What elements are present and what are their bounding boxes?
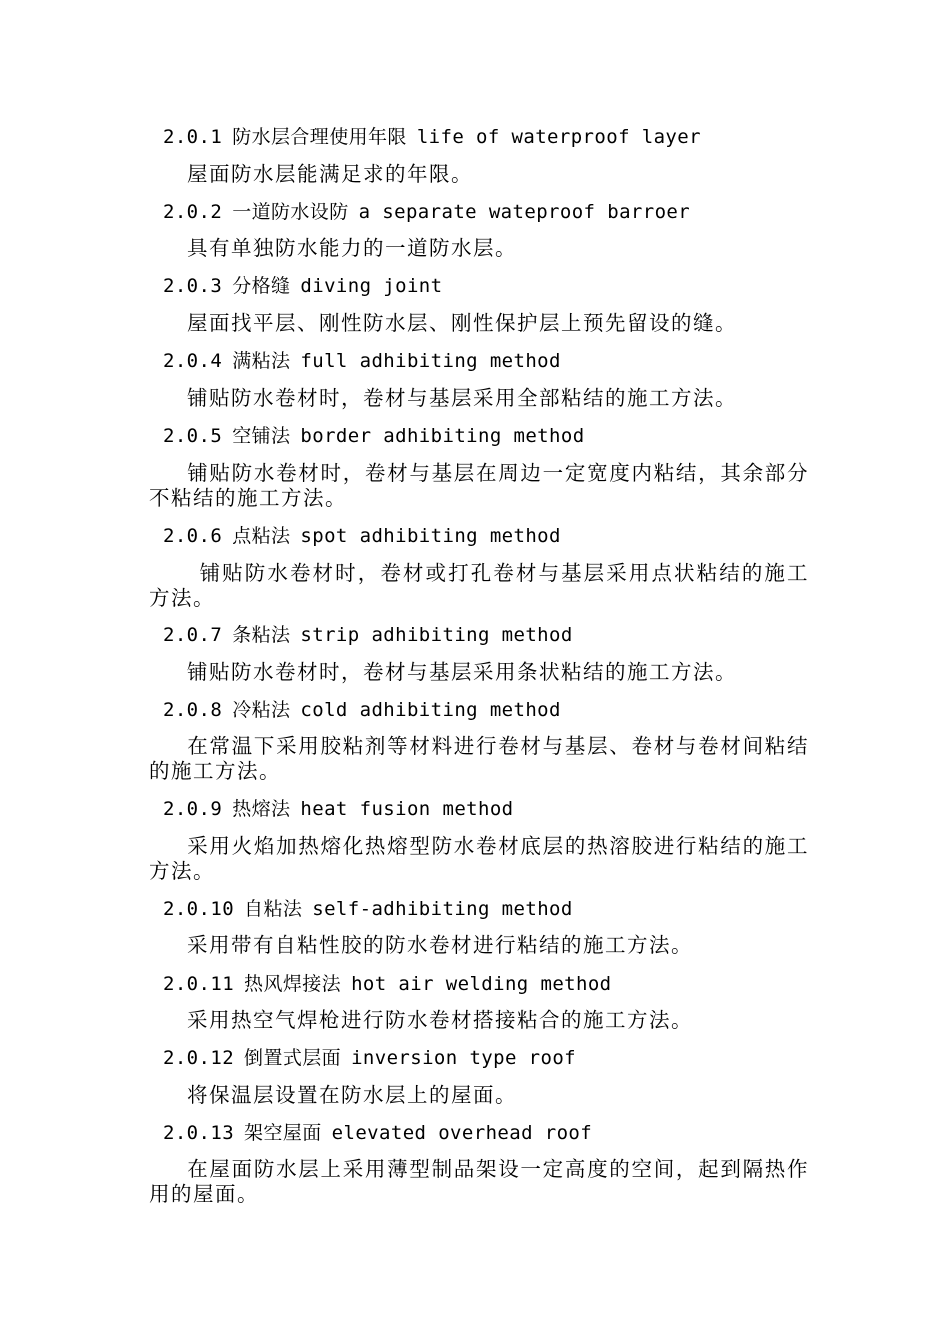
term-chinese: 自粘法: [244, 898, 303, 920]
term-number: 2.0.8: [163, 699, 223, 721]
term-chinese: 热风焊接法: [244, 973, 342, 995]
term-definition: 采用热空气焊枪进行防水卷材搭接粘合的施工方法。: [187, 1008, 693, 1032]
term-english: spot adhibiting method: [300, 525, 561, 547]
term-heading: [163, 124, 863, 150]
term-heading: [163, 896, 863, 922]
term-english: strip adhibiting method: [300, 624, 573, 646]
term-english: a separate wateproof barroer: [358, 201, 691, 223]
term-number: 2.0.9: [163, 798, 223, 820]
term-number: 2.0.12: [163, 1047, 235, 1069]
term-number: 2.0.2: [163, 201, 223, 223]
term-chinese: 分格缝: [232, 275, 291, 297]
term-definition: 在屋面防水层上采用薄型制品架设一定高度的空间，起到隔热作用的屋面。: [149, 1157, 809, 1206]
term-chinese: 空铺法: [232, 425, 291, 447]
term-english: inversion type roof: [351, 1047, 577, 1069]
term-english: heat fusion method: [300, 798, 514, 820]
term-definition: 采用火焰加热熔化热熔型防水卷材底层的热溶胶进行粘结的施工方法。: [149, 834, 809, 883]
term-heading: [163, 622, 863, 648]
term-definition: 铺贴防水卷材时，卷材与基层采用全部粘结的施工方法。: [187, 386, 737, 410]
term-english: self-adhibiting method: [312, 898, 573, 920]
term-definition: 具有单独防水能力的一道防水层。: [187, 236, 517, 260]
term-definition: 铺贴防水卷材时，卷材与基层在周边一定宽度内粘结，其余部分不粘结的施工方法。: [149, 461, 809, 510]
term-definition: 屋面防水层能满足求的年限。: [187, 162, 473, 186]
term-heading: [163, 1045, 863, 1071]
term-definition: 屋面找平层、刚性防水层、刚性保护层上预先留设的缝。: [187, 311, 737, 335]
term-heading: [163, 697, 863, 723]
term-definition: 铺贴防水卷材时，卷材或打孔卷材与基层采用点状粘结的施工方法。: [149, 561, 809, 610]
term-english: life of waterproof layer: [416, 126, 701, 148]
term-definition: 采用带有自粘性胶的防水卷材进行粘结的施工方法。: [187, 933, 693, 957]
term-number: 2.0.13: [163, 1122, 235, 1144]
term-heading: [163, 348, 863, 374]
term-number: 2.0.3: [163, 275, 223, 297]
term-heading: [163, 423, 863, 449]
term-number: 2.0.5: [163, 425, 223, 447]
term-heading: [163, 523, 863, 549]
term-number: 2.0.6: [163, 525, 223, 547]
term-definition: 将保温层设置在防水层上的屋面。: [187, 1083, 517, 1107]
term-heading: [163, 971, 863, 997]
term-number: 2.0.1: [163, 126, 223, 148]
term-english: full adhibiting method: [300, 350, 561, 372]
term-number: 2.0.7: [163, 624, 223, 646]
term-number: 2.0.11: [163, 973, 235, 995]
term-chinese: 架空屋面: [244, 1122, 322, 1144]
term-number: 2.0.4: [163, 350, 223, 372]
term-chinese: 满粘法: [232, 350, 291, 372]
term-definition: 铺贴防水卷材时，卷材与基层采用条状粘结的施工方法。: [187, 660, 737, 684]
term-chinese: 点粘法: [232, 525, 291, 547]
term-chinese: 冷粘法: [232, 699, 291, 721]
term-chinese: 倒置式层面: [244, 1047, 342, 1069]
term-chinese: 条粘法: [232, 624, 291, 646]
term-english: hot air welding method: [351, 973, 612, 995]
term-heading: [163, 1120, 863, 1146]
term-heading: [163, 796, 863, 822]
term-chinese: 一道防水设防: [232, 201, 349, 223]
term-chinese: 防水层合理使用年限: [232, 126, 407, 148]
term-heading: [163, 273, 863, 299]
term-english: border adhibiting method: [300, 425, 585, 447]
term-definition: 在常温下采用胶粘剂等材料进行卷材与基层、卷材与卷材间粘结的施工方法。: [149, 734, 809, 783]
term-english: cold adhibiting method: [300, 699, 561, 721]
term-number: 2.0.10: [163, 898, 235, 920]
term-chinese: 热熔法: [232, 798, 291, 820]
term-heading: [163, 199, 863, 225]
term-english: diving joint: [300, 275, 443, 297]
term-english: elevated overhead roof: [331, 1122, 593, 1144]
